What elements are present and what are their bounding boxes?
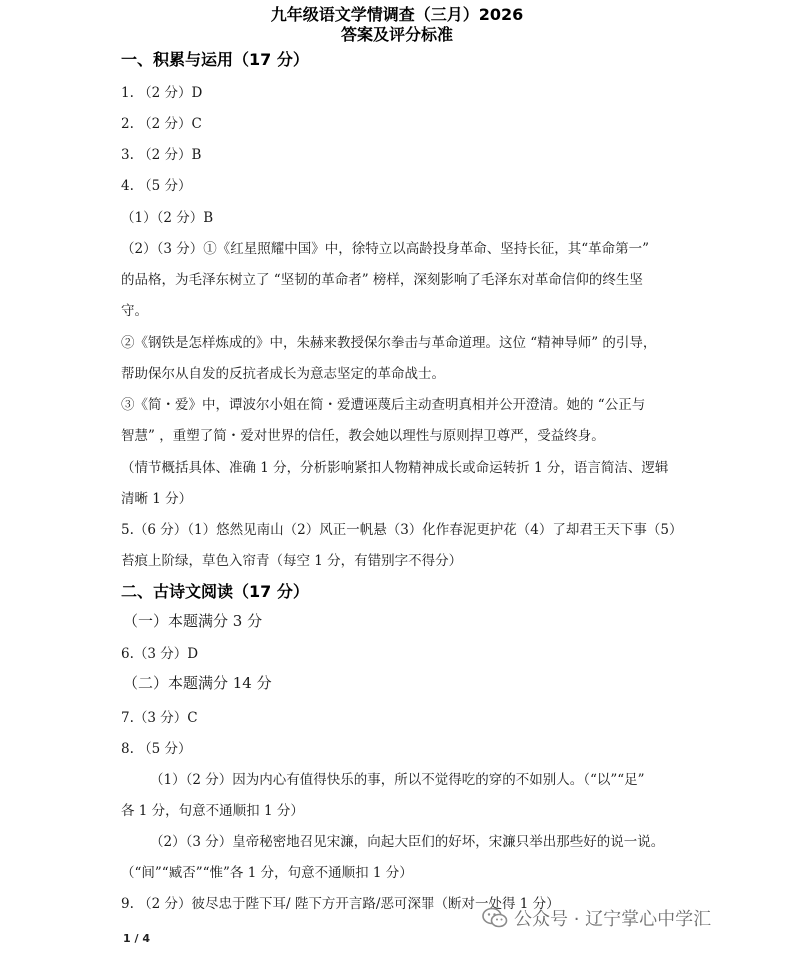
answer-line: 3. （2 分）B [121,147,202,163]
subsection-heading: （一）本题满分 3 分 [123,612,263,630]
wechat-icon [482,907,508,929]
section-heading-1: 一、积累与运用（17 分） [121,50,309,69]
answer-line: （2）（3 分）①《红星照耀中国》中，徐特立以高龄投身革命、坚持长征，其“革命第一” [121,241,650,257]
answer-line: 2. （2 分）C [121,116,202,132]
answer-line: （1）（2 分）B [121,210,214,226]
subsection-heading: （二）本题满分 14 分 [123,674,272,692]
page-number: 1 / 4 [123,932,150,945]
watermark [482,905,711,931]
answer-line: （1）（2 分）因为内心有值得快乐的事，所以不觉得吃的穿的不如别人。（“以”“足” [150,772,645,788]
answer-line: 智慧” ，重塑了简・爱对世界的信任，教会她以理性与原则捍卫尊严，受益终身。 [121,428,605,444]
answer-line: 4. （5 分） [121,178,192,194]
answer-line: 的品格，为毛泽东树立了 “坚韧的革命者” 榜样，深刻影响了毛泽东对革命信仰的终生坚 [121,272,643,288]
answer-line: ③《简・爱》中，谭波尔小姐在简・爱遭诬蔑后主动查明真相并公开澄清。她的 “公正与 [121,397,646,413]
answer-line: 9. （2 分）彼尽忠于陛下耳/ 陛下方开言路/恶可深罪（断对一处得 1 分） [121,896,560,912]
answer-line: （2）（3 分）皇帝秘密地召见宋濂，向起大臣们的好坏，宋濂只举出那些好的说一说。 [150,834,665,850]
answer-line: 8. （5 分） [121,741,192,757]
answer-line: （“间”“臧否”“惟”各 1 分，句意不通顺扣 1 分） [121,865,413,881]
answer-line: 7.（3 分）C [121,710,198,726]
answer-line: 5.（6 分）（1）悠然见南山（2）风正一帆悬（3）化作春泥更护花（4）了却君王天下事（5） [121,522,683,538]
answer-line: 守。 [121,303,148,319]
answer-line: （情节概括具体、准确 1 分，分析影响紧扣人物精神成长或命运转折 1 分，语言简洁、逻辑 [121,460,669,476]
answer-line: 帮助保尔从自发的反抗者成长为意志坚定的革命战士。 [121,366,445,382]
answer-line: 1. （2 分）D [121,85,203,101]
answer-line: 清晰 1 分） [121,491,193,507]
watermark-text: 公众号 · 辽宁掌心中学汇 [514,909,712,930]
document-subtitle: 答案及评分标准 [340,25,453,44]
answer-line: ②《钢铁是怎样炼成的》中，朱赫来教授保尔拳击与革命道理。这位 “精神导师” 的引导， [121,335,657,351]
section-heading-2: 二、古诗文阅读（17 分） [121,582,309,601]
answer-line: 各 1 分，句意不通顺扣 1 分） [121,803,304,819]
answer-line: 苔痕上阶绿，草色入帘青（每空 1 分，有错别字不得分） [121,553,463,569]
answer-line: 6.（3 分）D [121,646,199,662]
document-title: 九年级语文学情调查（三月）2026 [270,5,524,24]
